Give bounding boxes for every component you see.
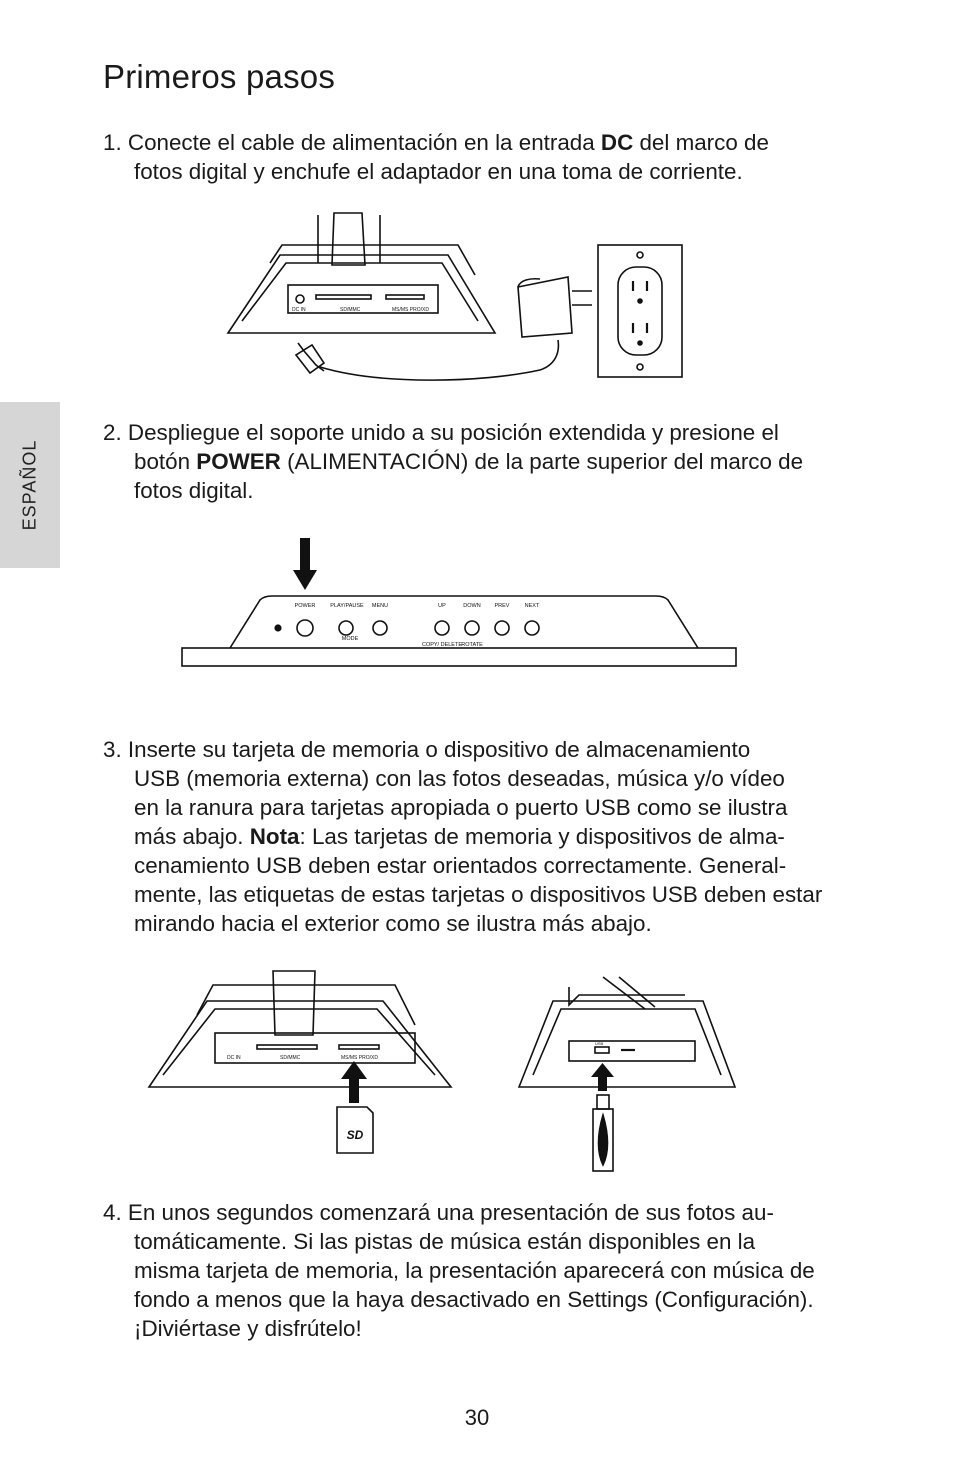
step-line: 3. Inserte su tarjeta de memoria o dispositivo de almacenamiento (103, 737, 751, 762)
up-arrow-icon (349, 1077, 359, 1103)
step-3 (103, 735, 822, 938)
step-line: fotos digital. (134, 478, 254, 503)
step-line: cenamiento USB deben estar orientados correctamente. General- (134, 853, 787, 878)
sd-card-figure (145, 965, 465, 1160)
usb-figure (515, 975, 740, 1175)
step-4 (103, 1198, 815, 1343)
step-2 (103, 418, 803, 505)
menu-label: MENU (371, 603, 389, 609)
ms-slot-label: MS/MS PRO/XD (341, 1055, 378, 1061)
step-line: 4. En unos segundos comenzará una presentación de sus fotos au- (103, 1200, 774, 1225)
step-line: 1. Conecte el cable de alimentación en la entrada DC del marco de (103, 130, 769, 155)
step-line: botón POWER (ALIMENTACIÓN) de la parte superior del marco de (134, 449, 804, 474)
step-line: mente, las etiquetas de estas tarjetas o dispositivos USB deben estar (134, 882, 823, 907)
prev-label: PREV (494, 603, 510, 609)
next-label: NEXT (524, 603, 540, 609)
page-title: Primeros pasos (103, 58, 336, 95)
sd-slot-label: SD/MMC (280, 1055, 301, 1061)
down-arrow-icon (300, 538, 310, 572)
step-line: tomáticamente. Si las pistas de música están disponibles en la (134, 1229, 756, 1254)
up-arrow-icon (598, 1075, 607, 1091)
power-connection-figure (220, 205, 690, 385)
step-line: misma tarjeta de memoria, la presentación aparecerá con música de (134, 1258, 815, 1283)
dc-in-label: DC IN (292, 307, 306, 313)
step-line: USB (memoria externa) con las fotos deseadas, música y/o vídeo (134, 766, 785, 791)
copy-delete-label: COPY/ DELETE (421, 642, 463, 648)
step-line: mirando hacia el exterior como se ilustra más abajo. (134, 911, 652, 936)
language-tab-label: ESPAÑOL (19, 439, 40, 531)
ms-slot-label: MS/MS PRO/XD (392, 307, 429, 313)
step-line: en la ranura para tarjetas apropiada o puerto USB como se ilustra (134, 795, 788, 820)
sd-card-logo: SD (346, 1128, 364, 1142)
step-line: fotos digital y enchufe el adaptador en una toma de corriente. (134, 159, 743, 184)
dc-in-label: DC IN (227, 1055, 241, 1061)
mode-label: MODE (341, 636, 359, 642)
step-line: ¡Diviértase y disfrútelo! (134, 1316, 362, 1341)
rotate-label: ROTATE (461, 642, 483, 648)
step-line: 2. Despliegue el soporte unido a su posición extendida y presione el (103, 420, 779, 445)
page-number: 30 (464, 1405, 490, 1430)
play-pause-label: PLAY/PAUSE (330, 603, 364, 609)
language-tab (0, 402, 60, 568)
step-line: fondo a menos que la haya desactivado en Settings (Configuración). (134, 1287, 814, 1312)
step-1 (103, 128, 769, 186)
usb-label: USB (595, 1041, 604, 1046)
power-label: POWER (294, 603, 316, 609)
up-label: UP (438, 603, 446, 609)
power-button-figure (180, 536, 740, 670)
step-line: más abajo. Nota: Las tarjetas de memoria y dispositivos de alma- (134, 824, 785, 849)
down-label: DOWN (463, 603, 481, 609)
sd-slot-label: SD/MMC (340, 307, 361, 313)
